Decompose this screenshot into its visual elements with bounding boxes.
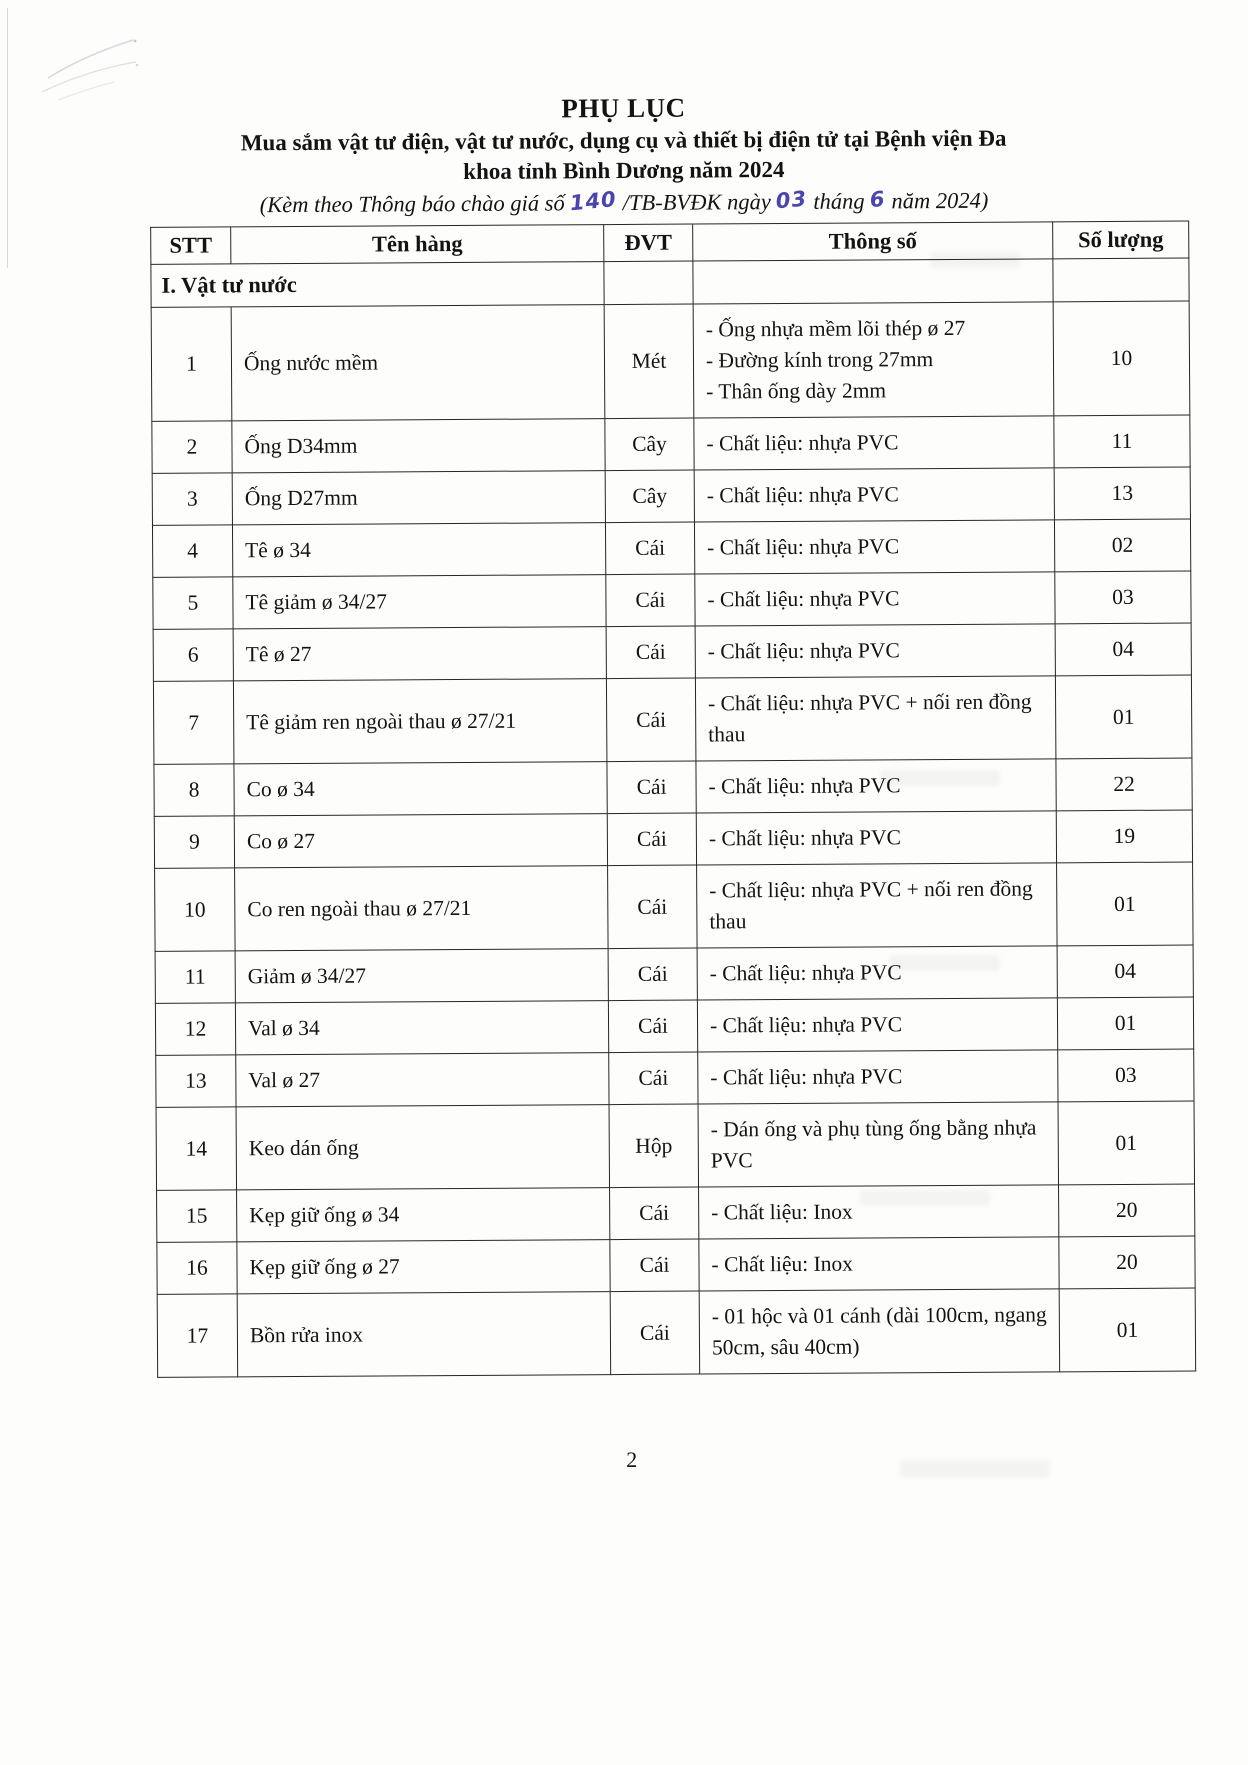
items-table (150, 221, 1196, 1378)
cell-stt: 8 (154, 764, 234, 816)
cell-quantity: 03 (1055, 571, 1191, 624)
cell-specs (697, 998, 1057, 1052)
cell-stt: 1 (151, 307, 232, 421)
cell-specs (693, 302, 1054, 418)
cell-stt: 10 (155, 868, 236, 951)
handwritten-document-number: 140 (569, 187, 618, 216)
cell-item-name: Val ø 34 (235, 1001, 608, 1055)
document-subtitle-line2: khoa tỉnh Bình Dương năm 2024 (463, 156, 785, 184)
cell-stt: 6 (153, 629, 233, 681)
table-row (152, 415, 1190, 473)
cell-item-name: Tê ø 27 (233, 627, 606, 681)
spec-line: - Ống nhựa mềm lõi thép ø 27 (705, 315, 966, 342)
cell-specs (694, 468, 1054, 522)
table-row (153, 571, 1191, 629)
spec-line: - Chất liệu: nhựa PVC (708, 773, 901, 799)
reference-mid: /TB-BVĐK ngày (622, 189, 771, 215)
cell-stt: 11 (155, 951, 235, 1003)
cell-unit: Cái (607, 813, 696, 866)
cell-quantity: 01 (1057, 997, 1193, 1050)
table-row (157, 1236, 1195, 1294)
spec-line: - Chất liệu: nhựa PVC (710, 1064, 903, 1090)
cell-item-name: Keo dán ống (236, 1105, 610, 1190)
spec-line: - Chất liệu: nhựa PVC (707, 638, 900, 664)
reference-line (0, 184, 1248, 222)
spec-line: - Chất liệu: nhựa PVC (706, 482, 899, 508)
reference-prefix: (Kèm theo Thông báo chào giá số (259, 190, 565, 218)
cell-stt: 14 (156, 1107, 237, 1190)
cell-quantity: 04 (1055, 623, 1191, 676)
table-row (154, 810, 1192, 868)
cell-unit: Cái (610, 1239, 699, 1292)
table-header-row (151, 221, 1189, 264)
table-row (153, 675, 1191, 764)
cell-quantity: 01 (1059, 1288, 1196, 1372)
spec-line: - Chất liệu: nhựa PVC (709, 1012, 903, 1038)
cell-unit: Cái (609, 1052, 698, 1105)
spec-line: - Chất liệu: nhựa PVC (706, 430, 899, 456)
cell-unit: Cái (610, 1291, 700, 1375)
spec-line: - Đường kính trong 27mm (705, 347, 934, 373)
section-row (151, 258, 1189, 307)
reference-month-label: tháng (813, 188, 865, 214)
cell-item-name: Kẹp giữ ống ø 34 (237, 1188, 610, 1242)
cell-stt: 4 (152, 525, 232, 577)
col-header-ten-hang: Tên hàng (231, 225, 604, 264)
cell-unit: Cái (605, 522, 694, 575)
cell-quantity: 01 (1057, 862, 1194, 946)
cell-item-name: Co ren ngoài thau ø 27/21 (235, 866, 609, 951)
spec-line: - Chất liệu: nhựa PVC + nối ren đồng thau (709, 876, 1033, 934)
cell-unit: Cái (606, 626, 695, 679)
cell-item-name: Giảm ø 34/27 (235, 949, 608, 1003)
cell-specs (694, 520, 1054, 574)
cell-item-name: Co ø 34 (234, 762, 607, 816)
cell-unit: Cái (606, 678, 696, 762)
cell-quantity: 03 (1058, 1049, 1194, 1102)
cell-item-name: Tê ø 34 (232, 523, 605, 577)
table-row (152, 519, 1190, 577)
reference-suffix: năm 2024) (891, 187, 989, 214)
cell-specs (696, 759, 1056, 813)
table-row (152, 467, 1190, 525)
cell-specs (695, 676, 1056, 761)
cell-quantity: 04 (1057, 945, 1193, 998)
cell-unit: Cái (608, 865, 698, 949)
col-header-thong-so: Thông số (693, 222, 1053, 261)
handwritten-month: 6 (868, 186, 887, 213)
spec-line: - Dán ống và phụ tùng ống bằng nhựa PVC (710, 1115, 1037, 1173)
cell-unit: Cái (610, 1187, 699, 1240)
cell-unit: Cái (608, 1000, 697, 1053)
table-row (156, 1101, 1194, 1190)
table-row (154, 758, 1192, 816)
spec-line: - Chất liệu: Inox (711, 1251, 854, 1277)
cell-quantity: 22 (1056, 758, 1192, 811)
cell-quantity: 01 (1058, 1101, 1195, 1185)
cell-item-name: Tê giảm ø 34/27 (233, 575, 606, 629)
table-row (157, 1184, 1195, 1242)
cell-quantity: 13 (1054, 467, 1190, 520)
cell-specs (697, 863, 1058, 948)
cell-stt: 9 (154, 816, 234, 868)
cell-item-name: Ống D27mm (232, 471, 605, 525)
cell-unit: Hộp (609, 1104, 699, 1188)
cell-specs (699, 1185, 1059, 1239)
cell-quantity: 19 (1056, 810, 1192, 863)
cell-item-name: Co ø 27 (234, 814, 607, 868)
spec-line: - Chất liệu: nhựa PVC + nối ren đồng thau (708, 689, 1032, 747)
cell-specs (696, 811, 1056, 865)
spec-line: - Chất liệu: nhựa PVC (708, 825, 901, 851)
document-subtitle-line1: Mua sắm vật tư điện, vật tư nước, dụng cụ và thiết bị điện tử tại Bệnh viện Đa (240, 125, 1007, 156)
cell-specs (695, 624, 1055, 678)
cell-quantity: 11 (1054, 415, 1190, 468)
table-row (156, 1049, 1194, 1107)
table-row (155, 945, 1193, 1003)
cell-specs (698, 1102, 1059, 1187)
spec-line: - Chất liệu: nhựa PVC (707, 534, 900, 560)
cell-quantity: 02 (1054, 519, 1190, 572)
table-row (151, 301, 1190, 421)
cell-stt: 12 (155, 1003, 235, 1055)
cell-quantity: 20 (1059, 1184, 1195, 1237)
spec-line: - Thân ống dày 2mm (706, 378, 887, 404)
spec-line: - Chất liệu: nhựa PVC (707, 586, 900, 612)
cell-quantity: 10 (1053, 301, 1190, 416)
cell-unit: Cái (608, 948, 697, 1001)
document-title: PHỤ LỤC (561, 92, 686, 124)
cell-specs (694, 416, 1054, 470)
cell-unit: Mét (604, 304, 694, 419)
section-label: I. Vật tư nước (151, 262, 604, 308)
cell-stt: 2 (152, 421, 232, 473)
cell-item-name: Ống nước mềm (231, 305, 605, 421)
section-empty-cell (693, 259, 1053, 304)
page-number: 2 (626, 1446, 638, 1472)
cell-unit: Cái (606, 574, 695, 627)
section-empty-cell (604, 261, 693, 305)
col-header-dvt: ĐVT (604, 224, 693, 262)
cell-stt: 16 (157, 1242, 237, 1294)
cell-item-name: Tê giảm ren ngoài thau ø 27/21 (233, 679, 607, 764)
cell-specs (699, 1237, 1059, 1291)
spec-line: - Chất liệu: nhựa PVC (709, 960, 902, 986)
cell-stt: 13 (156, 1055, 236, 1107)
table-row (155, 997, 1193, 1055)
cell-stt: 17 (157, 1294, 238, 1377)
cell-item-name: Val ø 27 (236, 1053, 609, 1107)
table-row (155, 862, 1193, 951)
cell-item-name: Ống D34mm (232, 419, 605, 473)
cell-specs (697, 946, 1057, 1000)
cell-item-name: Kẹp giữ ống ø 27 (237, 1240, 610, 1294)
cell-item-name: Bồn rửa inox (237, 1292, 611, 1377)
handwritten-day: 03 (775, 186, 809, 214)
spec-line: - 01 hộc và 01 cánh (dài 100cm, ngang 50cm, sâu 40cm) (711, 1302, 1047, 1360)
cell-stt: 5 (153, 577, 233, 629)
cell-quantity: 01 (1055, 675, 1192, 759)
col-header-stt: STT (151, 227, 231, 264)
cell-unit: Cái (607, 761, 696, 814)
spec-line: - Chất liệu: Inox (711, 1199, 853, 1225)
section-empty-cell (1053, 258, 1189, 302)
col-header-so-luong: Số lượng (1053, 221, 1189, 259)
cell-specs (695, 572, 1055, 626)
table-row (157, 1288, 1195, 1377)
cell-unit: Cây (605, 470, 694, 523)
cell-specs (699, 1289, 1060, 1374)
cell-unit: Cây (605, 418, 694, 471)
cell-stt: 7 (153, 681, 234, 764)
table-row (153, 623, 1191, 681)
cell-quantity: 20 (1059, 1236, 1195, 1289)
cell-stt: 3 (152, 473, 232, 525)
cell-stt: 15 (157, 1190, 237, 1242)
cell-specs (698, 1050, 1058, 1104)
